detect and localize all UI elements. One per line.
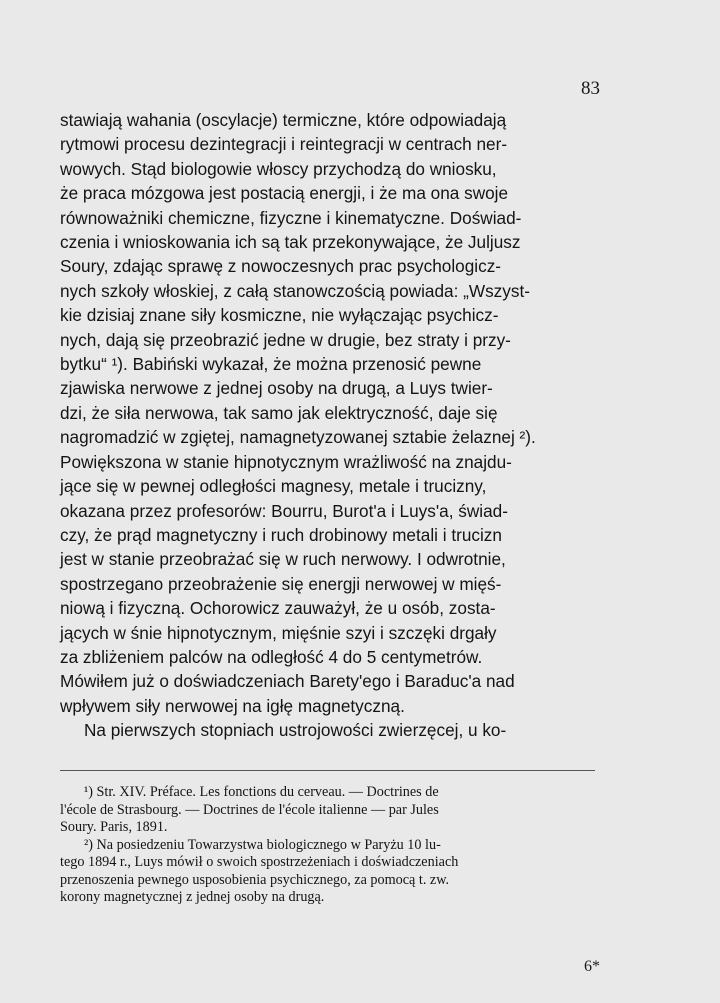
text-line: że praca mózgowa jest postacią energji, i że ma ona swoje	[60, 183, 509, 204]
footnotes	[60, 784, 595, 907]
footnote-1-line: ¹) Str. XIV. Préface. Les fonctions du cerveau. — Doctrines de	[84, 784, 439, 800]
text-line: nych szkoły włoskiej, z całą stanowczością powiada: „Wszyst-	[60, 280, 530, 301]
text-line: zjawiska nerwowe z jednej osoby na drugą, a Luys twier-	[60, 378, 493, 399]
text-line: spostrzegano przeobrażenie się energji nerwowej w mięś-	[60, 573, 502, 594]
text-line: stawiają wahania (oscylacje) termiczne, które odpowiadają	[60, 110, 507, 130]
text-line: okazana przez profesorów: Bourru, Burot'a i Luys'a, świad-	[60, 500, 508, 521]
footnote-2-line: ²) Na posiedzeniu Towarzystwa biologicznego w Paryżu 10 lu-	[84, 836, 441, 853]
text-line: nych, dają się przeobrazić jedne w drugie, bez straty i przy-	[60, 329, 511, 350]
text-line: równoważniki chemiczne, fizyczne i kinematyczne. Doświad-	[60, 207, 522, 228]
footnote-separator	[60, 770, 595, 771]
text-line: Powiększona w stanie hipnotycznym wrażliwość na znajdu-	[60, 451, 512, 472]
footnote-2-line: korony magnetycznej z jednej osoby na drugą.	[60, 889, 325, 905]
text-line: Mówiłem już o doświadczeniach Barety'ego i Baraduc'a nad	[60, 671, 515, 692]
text-line: niową i fizyczną. Ochorowicz zauważył, że u osób, zosta-	[60, 598, 496, 619]
text-line: jest w stanie przeobrażać się w ruch nerwowy. I odwrotnie,	[60, 549, 506, 570]
text-line: Soury, zdając sprawę z nowoczesnych prac psychologicz-	[60, 256, 502, 277]
main-text	[60, 108, 600, 743]
text-line: nagromadzić w zgiętej, namagnetyzowanej sztabie żelaznej ²).	[60, 427, 536, 448]
page-number: 83	[581, 78, 600, 99]
text-line: bytku“ ¹). Babiński wykazał, że można przenosić pewne	[60, 354, 482, 375]
text-line: rytmowi procesu dezintegracji i reintegracji w centrach ner-	[60, 134, 508, 155]
text-line: wpływem siły nerwowej na igłę magnetyczną.	[60, 695, 405, 716]
text-line: czy, że prąd magnetyczny i ruch drobinowy metali i trucizn	[60, 524, 502, 545]
text-line: za zbliżeniem palców na odległość 4 do 5 centymetrów.	[60, 646, 483, 667]
footnote-1-line: l'école de Strasbourg. — Doctrines de l'école italienne — par Jules	[60, 801, 439, 818]
footnote-1-line: Soury. Paris, 1891.	[60, 819, 168, 835]
text-line: wowych. Stąd biologowie włoscy przychodzą do wniosku,	[60, 158, 497, 179]
footnote-2-line: tego 1894 r., Luys mówił o swoich spostrzeżeniach i doświadczeniach	[60, 854, 459, 870]
signature-mark: 6*	[584, 958, 600, 975]
text-line: kie dzisiaj znane siły kosmiczne, nie wyłączając psychicz-	[60, 305, 499, 326]
footnote-2-line: przenoszenia pewnego usposobienia psychicznego, za pomocą t. zw.	[60, 871, 450, 888]
text-line: czenia i wnioskowania ich są tak przekonywające, że Juljusz	[60, 232, 521, 253]
text-line: jących w śnie hipnotycznym, mięśnie szyi i szczęki drgały	[60, 622, 497, 643]
text-line: jące się w pewnej odległości magnesy, metale i trucizny,	[60, 476, 487, 497]
text-line: dzi, że siła nerwowa, tak samo jak elektryczność, daje się	[60, 402, 498, 423]
paragraph-start-line: Na pierwszych stopniach ustrojowości zwierzęcej, u ko-	[84, 720, 507, 741]
